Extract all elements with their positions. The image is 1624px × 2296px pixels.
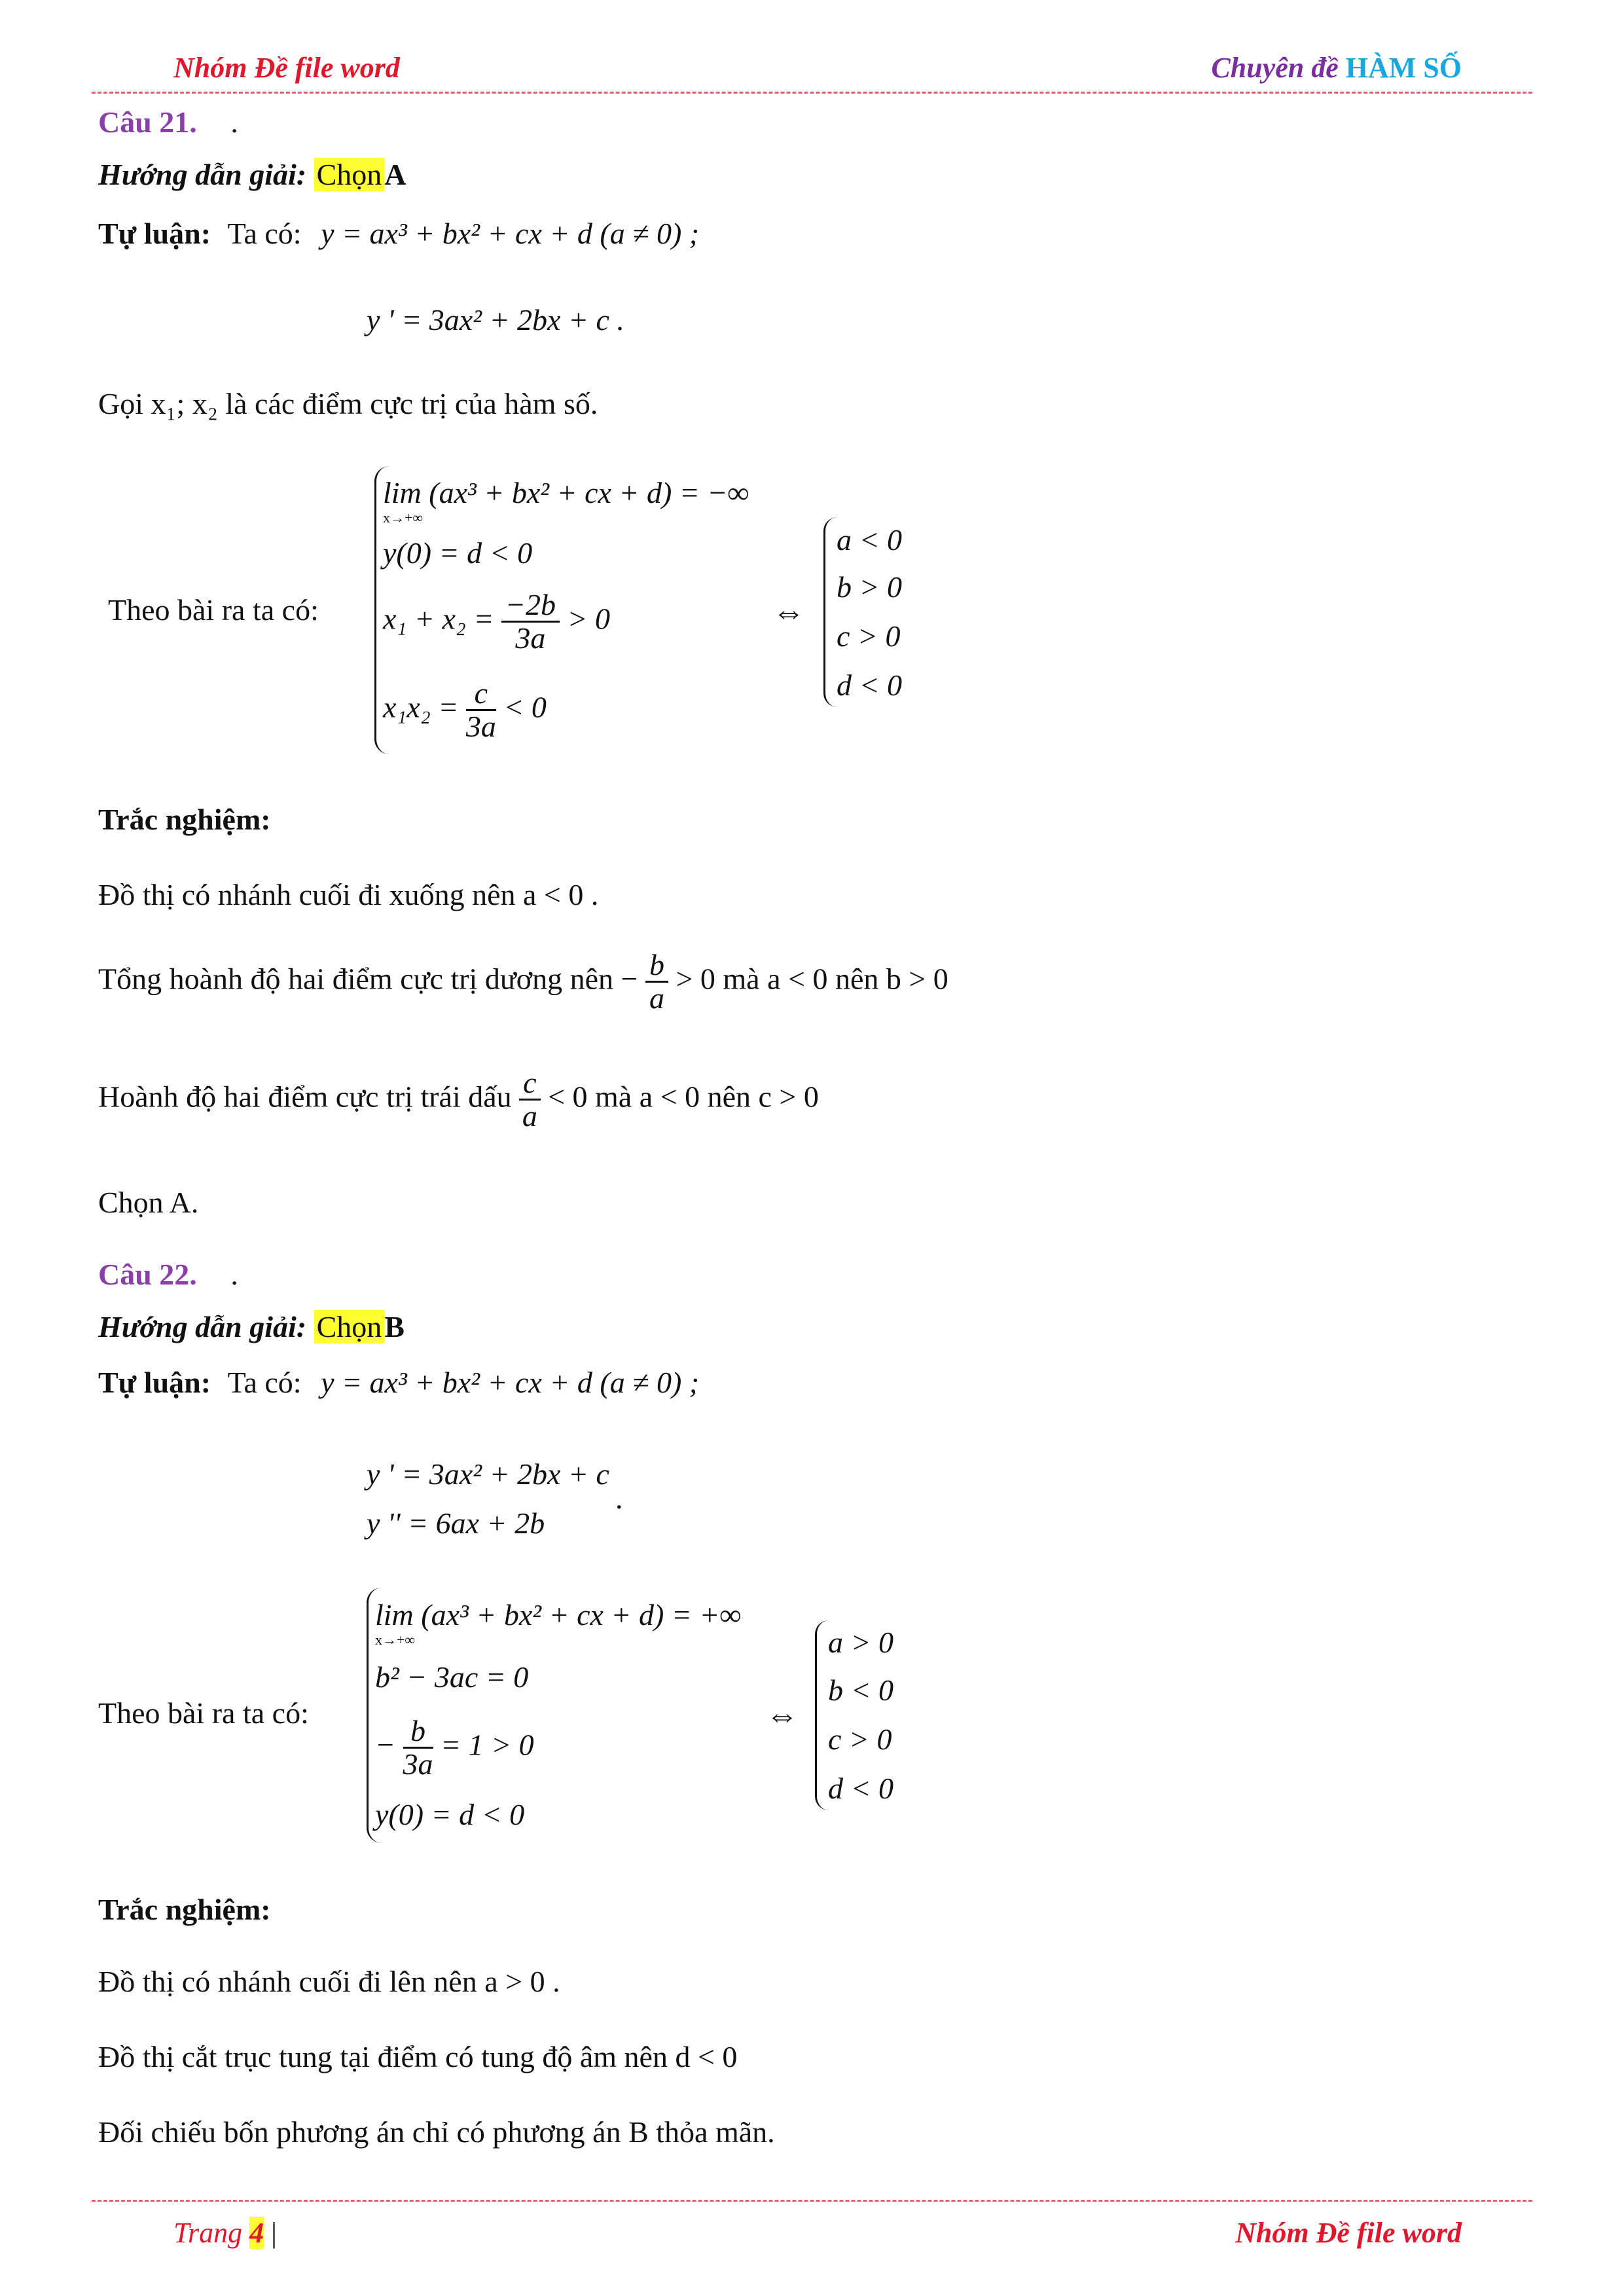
q21-sys4-den: 3a	[465, 710, 496, 744]
q21-sys1-sub: x→+∞	[383, 509, 424, 526]
header-right-prefix: Chuyên đề	[1211, 52, 1346, 84]
q22-guide-label: Hướng dẫn giải:	[98, 1310, 307, 1343]
q22-theo: Theo bài ra ta có:	[98, 1696, 309, 1730]
footer-sep: |	[264, 2217, 277, 2249]
q21-sys1	[383, 475, 749, 510]
q21-sys3-left: x₁ + x₂ =	[383, 602, 494, 636]
q21-res-2: c > 0	[837, 619, 901, 653]
header-right-title	[1211, 51, 1462, 84]
q21-taco: Ta có:	[227, 217, 302, 250]
q22-sys1	[375, 1597, 741, 1632]
q21-guide-label: Hướng dẫn giải:	[98, 158, 307, 191]
q21-line2-den: a	[649, 981, 664, 1015]
q21-sys3-den: 3a	[515, 621, 546, 655]
q21-sys4	[383, 678, 547, 743]
q21-title: Câu 21.	[98, 105, 197, 139]
q21-res-3: d < 0	[837, 668, 903, 702]
q21-tuluan-label: Tự luận:	[98, 217, 211, 250]
q22-res-2: c > 0	[828, 1722, 892, 1756]
q22-sys2: b² − 3ac = 0	[375, 1660, 529, 1694]
q22-eq-dot: .	[615, 1482, 623, 1515]
q21-iff: ⇔	[772, 593, 805, 630]
q22-line3: Đối chiếu bốn phương án chỉ có phương án B thỏa mãn.	[98, 2115, 775, 2149]
q21-tracnghiem: Trắc nghiệm:	[98, 803, 271, 836]
footer-page-label: Trang	[173, 2217, 250, 2249]
q21-res-0: a < 0	[837, 523, 903, 556]
q21-dot: .	[230, 105, 238, 139]
q21-title-line	[98, 105, 238, 139]
footer-page-number: 4	[249, 2217, 264, 2249]
q21-line1: Đồ thị có nhánh cuối đi xuống nên a < 0 .	[98, 878, 599, 911]
q22-dot: .	[230, 1258, 238, 1291]
q21-guide	[98, 157, 406, 192]
q21-line3-num: c	[519, 1067, 540, 1101]
q22-eq3: y '' = 6ax + 2b	[367, 1506, 545, 1540]
q22-res-0: a > 0	[828, 1626, 894, 1659]
q21-sys3-num: −2b	[501, 589, 560, 623]
q22-sys3-right: = 1 > 0	[441, 1728, 534, 1762]
q22-title-line	[98, 1257, 238, 1292]
q22-line1: Đồ thị có nhánh cuối đi lên nên a > 0 .	[98, 1965, 560, 1998]
q21-answer: A	[384, 158, 406, 191]
q22-line2: Đồ thị cắt trục tung tại điểm có tung độ âm nên d < 0	[98, 2040, 738, 2073]
q21-line3-frac	[519, 1067, 540, 1133]
q22-right-brace	[815, 1620, 829, 1810]
q22-guide	[98, 1309, 405, 1344]
q22-tuluan-label: Tự luận:	[98, 1366, 211, 1399]
q21-theo: Theo bài ra ta có:	[108, 593, 319, 627]
q21-goi: Gọi x₁; x₂ là các điểm cực trị của hàm số.	[98, 387, 598, 420]
q22-iff: ⇔	[766, 1696, 799, 1733]
q21-sys4-right: < 0	[503, 690, 547, 724]
q22-tuluan	[98, 1365, 699, 1400]
q22-tracnghiem: Trắc nghiệm:	[98, 1893, 271, 1926]
q21-sys4-num: c	[466, 678, 496, 711]
q21-sys2: y(0) = d < 0	[383, 536, 533, 570]
q21-line3-b: < 0 mà a < 0 nên c > 0	[548, 1080, 819, 1114]
q21-right-brace	[823, 517, 837, 707]
header-left-title: Nhóm Đề file word	[173, 52, 400, 84]
q21-line2	[98, 949, 948, 1015]
q21-sys4-frac	[466, 678, 496, 743]
q21-sys4-left: x₁x₂ =	[383, 690, 459, 724]
q21-line2-num: b	[645, 949, 668, 983]
q21-chon: Chọn A.	[98, 1186, 199, 1219]
q21-eq1: y = ax³ + bx² + cx + d (a ≠ 0) ;	[321, 217, 700, 250]
q21-res-1: b > 0	[837, 570, 903, 604]
q21-sys3	[383, 589, 610, 655]
footer-rule	[92, 2200, 1532, 2202]
q21-line3-den: a	[522, 1099, 537, 1133]
header-rule	[92, 92, 1532, 94]
q22-eq1: y = ax³ + bx² + cx + d (a ≠ 0) ;	[321, 1366, 700, 1399]
q21-line3-a: Hoành độ hai điểm cực trị trái dấu	[98, 1080, 520, 1114]
q21-line3	[98, 1067, 819, 1133]
q21-line2-b: > 0 mà a < 0 nên b > 0	[676, 962, 948, 996]
q22-sys3-den: 3a	[403, 1747, 433, 1781]
q21-choose: Chọn	[314, 158, 385, 191]
q21-tuluan	[98, 216, 699, 251]
q21-line2-frac	[645, 949, 668, 1015]
q22-title: Câu 22.	[98, 1258, 197, 1291]
q22-eq2: y ' = 3ax² + 2bx + c	[367, 1457, 609, 1491]
q22-sys3-num: b	[403, 1715, 433, 1749]
q22-sys3	[375, 1715, 534, 1781]
q22-sys4: y(0) = d < 0	[375, 1798, 525, 1831]
q22-sys1-expr: lim (ax³ + bx² + cx + d) = +∞	[375, 1598, 742, 1631]
q21-eq2: y ' = 3ax² + 2bx + c .	[367, 303, 624, 337]
q21-sys1-expr: lim (ax³ + bx² + cx + d) = −∞	[383, 476, 749, 509]
q22-choose: Chọn	[314, 1310, 385, 1343]
header-right-accent: HÀM SỐ	[1345, 52, 1462, 84]
q21-sys3-frac	[501, 589, 560, 655]
footer-right-title: Nhóm Đề file word	[1235, 2217, 1462, 2249]
q22-sys3-left: −	[375, 1728, 396, 1762]
q21-sys3-right: > 0	[567, 602, 610, 636]
footer-page	[173, 2216, 277, 2250]
q22-res-1: b < 0	[828, 1673, 894, 1707]
q22-sys3-frac	[403, 1715, 433, 1781]
q22-answer: B	[384, 1310, 405, 1343]
q22-taco: Ta có:	[227, 1366, 302, 1399]
q22-sys1-sub: x→+∞	[375, 1631, 416, 1648]
q22-res-3: d < 0	[828, 1772, 894, 1805]
q21-line2-a: Tổng hoành độ hai điểm cực trị dương nên −	[98, 962, 638, 996]
